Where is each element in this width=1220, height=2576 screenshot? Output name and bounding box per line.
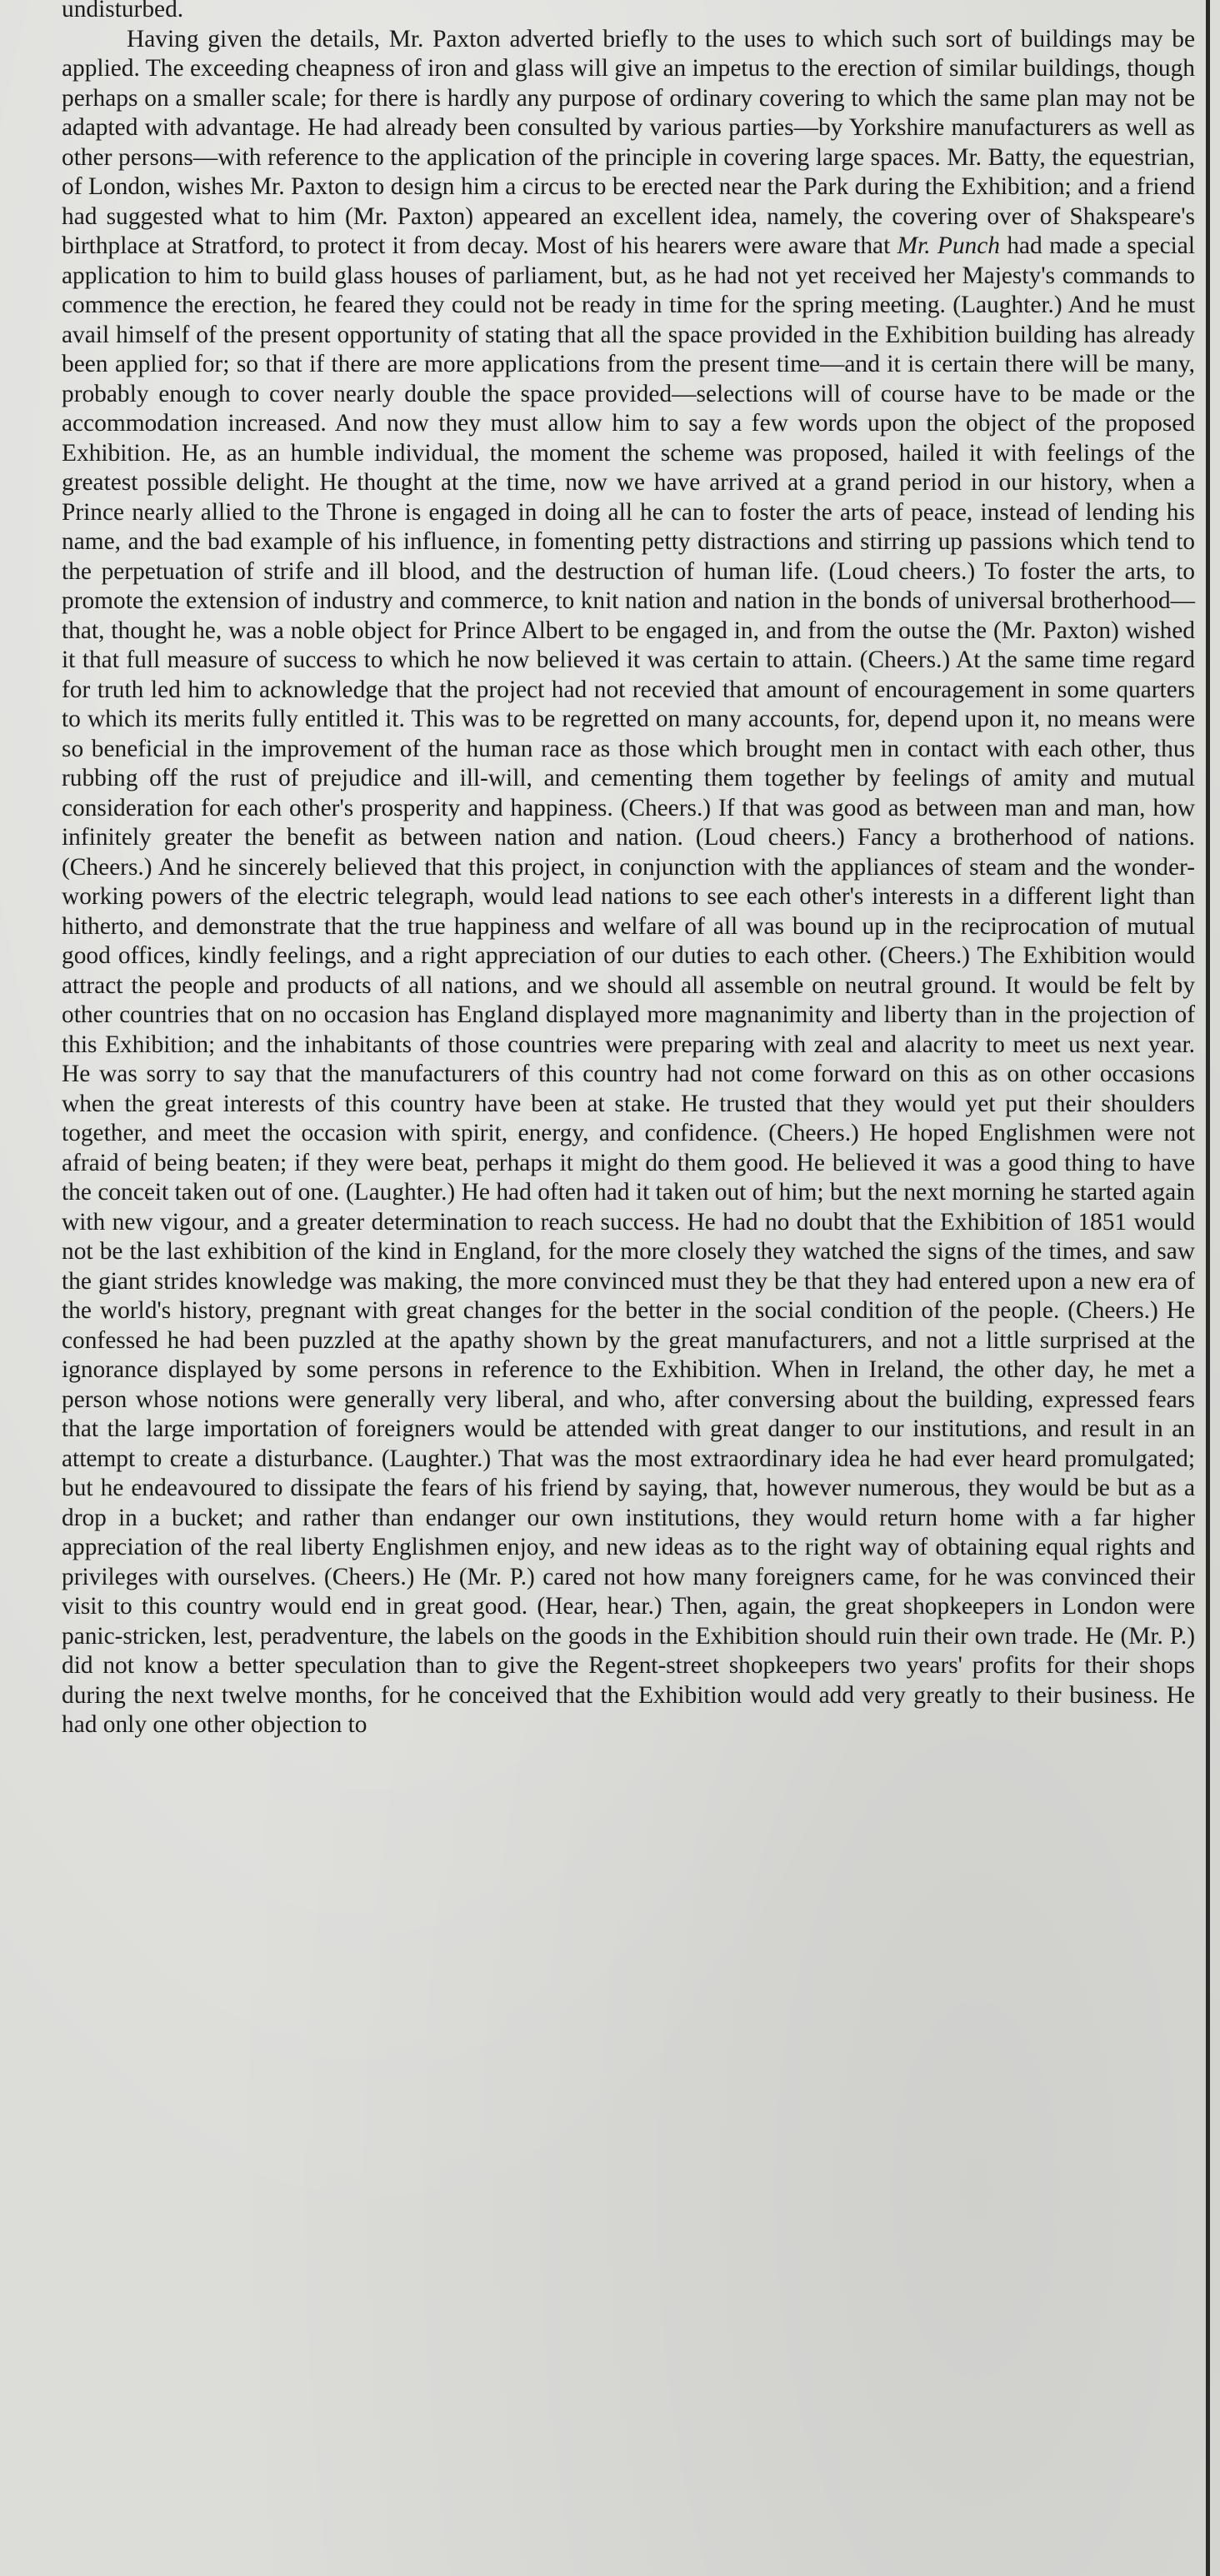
article-lead-line: undisturbed. — [62, 0, 184, 22]
column-rule — [1206, 0, 1210, 2576]
article-column — [62, 0, 1195, 1740]
text-run: had made a special application to him to build glass houses of parliament, but, as he had not yet received her Majesty's commands to commence the erection, he feared they could not be ready in time for the spring meeting. (Laughter.) And he must avail himself of the present opportunity of stating that all the space provided in the Exhibition building has already been applied for; so that if there are more applications from the present time—and it is certain there will be many, probably enough to cover nearly double the space provided—selections will of course have to be made or the accommodation increased. And now they must allow him to say a few words upon the object of the proposed Exhibition. He, as an humble individual, the moment the scheme was proposed, hailed it with feelings of the greatest possible delight. He thought at the time, now we have arrived at a grand period in our history, when a Prince nearly allied to the Throne is engaged in doing all he can to foster the arts of peace, instead of lending his name, and the bad example of his influence, in fomenting petty distractions and stirring up passions which tend to the perpetuation of strife and ill blood, and the destruction of human life. (Loud cheers.) To foster the arts, to promote the extension of industry and commerce, to knit nation and nation in the bonds of universal brotherhood—that, thought he, was a noble object for Prince Albert to be engaged in, and from the outse the (Mr. Paxton) wished it that full measure of success to which he now believed it was certain to attain. (Cheers.) At the same time regard for truth led him to acknowledge that the project had not recevied that amount of encouragement in some quarters to which its merits fully entitled it. This was to be regretted on many accounts, for, depend upon it, no means were so beneficial in the improvement of the human race as those which brought men in contact with each other, thus rubbing off the rust of prejudice and ill-will, and cementing them together by feelings of amity and mutual consideration for each other's prosperity and happiness. (Cheers.) If that was good as between man and man, how infinitely greater the benefit as between nation and nation. (Loud cheers.) Fancy a brotherhood of nations. (Cheers.) And he sincerely believed that this project, in conjunction with the appliances of steam and the wonder-working powers of the electric telegraph, would lead nations to see each other's interests in a different light than hitherto, and demonstrate that the true happiness and welfare of all was bound up in the reciprocation of mutual good offices, kindly feelings, and a right appreciation of our duties to each other. (Cheers.) The Exhibition would attract the people and products of all nations, and we should all assemble on neutral ground. It would be felt by other countries that on no occasion has England displayed more magnanimity and liberty than in the projection of this Exhibition; and the inhabitants of those countries were preparing with zeal and alacrity to meet us next year. He was sorry to say that the manufacturers of this country had not come forward on this as on other occasions when the great interests of this country have been at stake. He trusted that they would yet put their shoulders together, and meet the occasion with spirit, energy, and confidence. (Cheers.) He hoped Englishmen were not afraid of being beaten; if they were beat, perhaps it might do them good. He believed it was a good thing to have the conceit taken out of one. (Laughter.) He had often had it taken out of him; but the next morning he started again with new vigour, and a greater determination to reach success. He had no doubt that the Exhibition of 1851 would not be the last exhibition of the kind in England, for the more closely they watched the signs of the times, and saw the giant strides knowledge was making, the more convinced must they be that they had entered upon a new era of the world's history, pregnant with great changes for the better in the social condition of the people. (Cheers.) He confessed he had been puzzled at the apathy shown by the great manufacturers, and not a little surprised at the ignorance displayed by some persons in reference to the Exhibition. When in Ireland, the other day, he met a person whose notions were generally very liberal, and who, after conversing about the building, expressed fears that the large importation of foreigners would be attended with great danger to our institutions, and result in an attempt to create a disturbance. (Laughter.) That was the most extraordinary idea he had ever heard promulgated; but he endeavoured to dissipate the fears of his friend by saying, that, however numerous, they would be but as a drop in a bucket; and rather than endanger our own institutions, they would return home with a far higher appreciation of the real liberty Englishmen enjoy, and new ideas as to the right way of obtaining equal rights and privileges with ourselves. (Cheers.) He (Mr. P.) cared not how many foreigners came, for he was convinced their visit to this country would end in great good. (Hear, hear.) Then, again, the great shopkeepers in London were panic-stricken, lest, peradventure, the labels on the goods in the Exhibition should ruin their own trade. He (Mr. P.) did not know a better speculation than to give the Regent-street shopkeepers two years' profits for their shops during the next twelve months, for he conceived that the Exhibition would add very greatly to their business. He had only one other objection to — [62, 232, 1195, 1738]
article-paragraph — [62, 25, 1195, 1740]
text-run: Having given the details, Mr. Paxton adverted briefly to the uses to which such sort of buildings may be applied. The exceeding cheapness of iron and glass will give an impetus to the erection of similar buildings, though perhaps on a smaller scale; for there is hardly any purpose of ordinary covering to which the same plan may not be adapted with advantage. He had already been consulted by various parties—by Yorkshire manufacturers as well as other persons—with reference to the application of the principle in covering large spaces. Mr. Batty, the equestrian, of London, wishes Mr. Paxton to design him a circus to be erected near the Park during the Exhibition; and a friend had suggested what to him (Mr. Paxton) appeared an excellent idea, namely, the covering over of Shakspeare's birthplace at Stratford, to protect it from decay. Most of his hearers were aware that — [62, 25, 1195, 259]
italic-text-run: Mr. Punch — [897, 232, 1000, 259]
